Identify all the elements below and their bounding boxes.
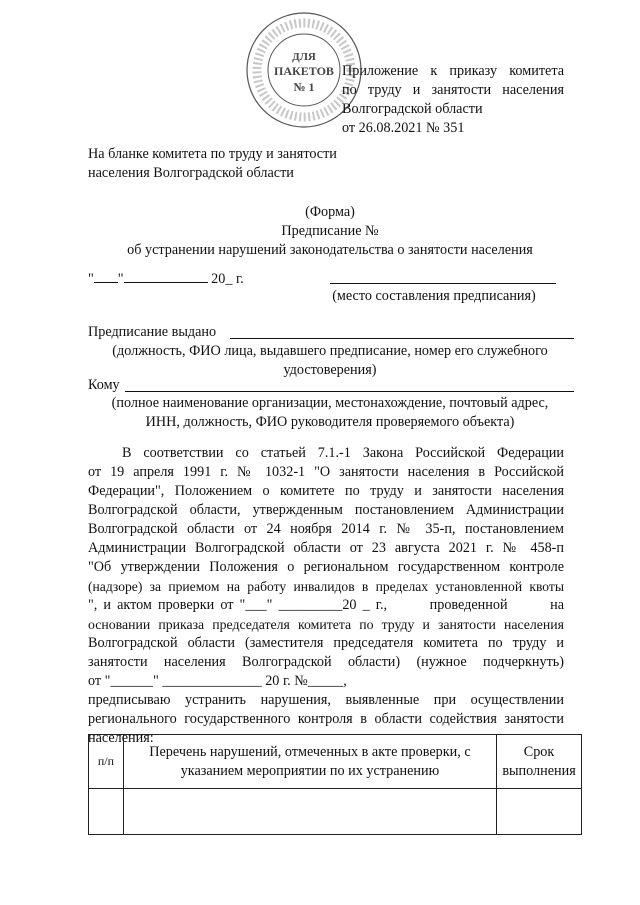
appendix-line-1: Приложение к приказу комитета — [342, 63, 564, 79]
place-blank — [330, 269, 556, 284]
date-year-label: 20_ г. — [207, 271, 244, 287]
table-header-deadline-line-1: Срок — [523, 743, 555, 760]
table-row — [89, 789, 582, 835]
body-line-1: В соответствии со статьей 7.1.-1 Закона Российской Федерации — [122, 445, 564, 461]
body-line-4: Волгоградской области, утвержденным постановлением Администрации — [88, 502, 564, 518]
body-line-16: населения: — [88, 730, 154, 746]
issued-caption-2: удостоверения) — [283, 362, 377, 378]
to-whom-blank — [125, 377, 574, 392]
body-paragraph — [88, 444, 564, 748]
stamp-line3: № 1 — [293, 80, 315, 94]
date-month-blank — [124, 268, 208, 283]
body-line-3: Федерации", Положением о комитете по труду и занятости населения — [88, 483, 564, 499]
appendix-line-4: от 26.08.2021 № 351 — [342, 120, 465, 136]
table-cell-violations — [123, 789, 496, 835]
body-line-10: основании приказа председателя комитета по труду и занятости населения — [88, 617, 564, 632]
body-line-8: (надзоре) за приемом на работу инвалидов в пределах установленной квоты — [88, 579, 564, 594]
to-whom-caption-2: ИНН, должность, ФИО руководителя проверяемого объекта) — [145, 414, 515, 430]
table-header-violations-line-2: указанием мероприятии по их устранению — [180, 762, 440, 779]
body-line-12: занятости населения Волгоградской области) (нужное подчеркнуть) — [88, 654, 564, 670]
table-header-deadline — [497, 735, 582, 789]
document-subtitle: об устранении нарушений законодательства о занятости населения — [127, 242, 533, 258]
table-header-number: п/п — [89, 735, 124, 789]
appendix-line-2: по труду и занятости населения — [342, 82, 564, 98]
date-quote-open: " — [88, 271, 94, 287]
body-line-13: от "______" ______________ 20 г. №_____, — [88, 673, 347, 689]
issued-blank — [230, 324, 574, 339]
blank-note — [88, 145, 337, 183]
body-line-6: Администрации Волгоградской области от 23 августа 2021 г. № 458-п — [88, 540, 564, 556]
to-whom-caption-1: (полное наименование организации, местонахождение, почтовый адрес, — [111, 395, 549, 411]
stamp-line1: ДЛЯ — [292, 51, 316, 63]
appendix-line-3: Волгоградской области — [342, 101, 483, 117]
body-line-11: Волгоградской области (заместителя председателя комитета по труду и — [88, 635, 564, 651]
stamp-line2: ПАКЕТОВ — [274, 64, 334, 78]
to-whom-label: Кому — [88, 377, 120, 393]
issued-label: Предписание выдано — [88, 324, 217, 340]
date-day-blank — [94, 268, 118, 283]
date-line — [88, 268, 244, 289]
table-header-violations — [123, 735, 496, 789]
place-caption: (место составления предписания) — [332, 288, 536, 304]
body-line-5: Волгоградской области от 24 ноября 2014 г. № 35-п, постановлением — [88, 521, 564, 537]
table-header-deadline-line-2: выполнения — [502, 762, 576, 779]
date-quote-close: " — [117, 271, 124, 287]
blank-note-line-1: На бланке комитета по труду и занятости — [88, 146, 337, 162]
form-label: (Форма) — [305, 204, 355, 220]
body-line-15: регионального государственного контроля в области содействия занятости — [88, 711, 564, 727]
issued-caption-1: (должность, ФИО лица, выдавшего предписание, номер его служебного — [112, 343, 548, 359]
blank-note-line-2: населения Волгоградской области — [88, 165, 294, 181]
table-cell-number — [89, 789, 124, 835]
table-header-violations-line-1: Перечень нарушений, отмеченных в акте проверки, с — [149, 743, 471, 760]
body-line-9: ", и актом проверки от "___" _________20 _ г., проведенной на — [88, 597, 564, 613]
table-header-row — [89, 735, 582, 789]
body-line-2: от 19 апреля 1991 г. № 1032-1 "О занятости населения в Российской — [88, 464, 564, 480]
body-line-7: "Об утверждении Положения о региональном государственном контроле — [88, 559, 564, 575]
document-title: Предписание № — [281, 223, 379, 239]
table-cell-deadline — [497, 789, 582, 835]
body-line-14: предписываю устранить нарушения, выявленные при осуществлении — [88, 692, 564, 708]
violations-table — [88, 734, 582, 835]
appendix-block — [342, 62, 564, 138]
